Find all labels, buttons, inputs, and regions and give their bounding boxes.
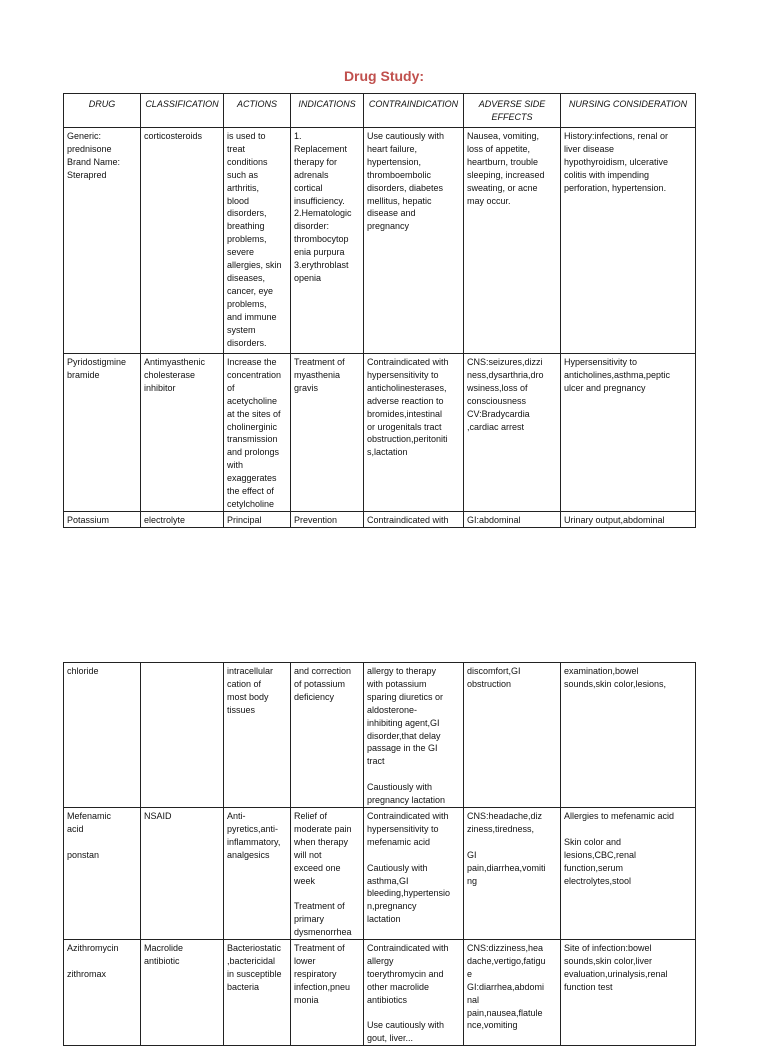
cell-drug: chloride xyxy=(64,663,141,808)
cell-nursing-consideration: Urinary output,abdominal xyxy=(561,511,696,527)
cell-drug: Azithromycin zithromax xyxy=(64,940,141,1046)
cell-actions: Increase the concentration of acetycholine at the sites of cholinerginic transmission and prolongs with exaggerates the effect of cetylcholine xyxy=(224,354,291,512)
cell-contraindication: Use cautiously with heart failure, hypertension, thromboembolic disorders, diabetes mellitus, hepatic disease and pregnancy xyxy=(364,128,464,354)
cell-actions: Bacteriostatic ,bactericidal in susceptible bacteria xyxy=(224,940,291,1046)
cell-actions: intracellular cation of most body tissues xyxy=(224,663,291,808)
page-title: Drug Study: xyxy=(343,68,425,84)
table-row xyxy=(64,511,696,527)
cell-nursing-consideration: Site of infection:bowel sounds,skin color,liver evaluation,urinalysis,renal function test xyxy=(561,940,696,1046)
table-row xyxy=(64,940,696,1046)
cell-contraindication: Contraindicated with hypersensitivity to mefenamic acid Cautiously with asthma,GI bleeding,hypertensio n,pregnancy lactation xyxy=(364,807,464,939)
table-header-row xyxy=(64,94,696,128)
cell-contraindication: Contraindicated with allergy toerythromycin and other macrolide antibiotics Use cautiously with gout, liver... xyxy=(364,940,464,1046)
cell-adverse-effects: discomfort,GI obstruction xyxy=(464,663,561,808)
cell-adverse-effects: CNS:headache,diz ziness,tiredness, GI pain,diarrhea,vomiti ng xyxy=(464,807,561,939)
header-nursing-consideration: NURSING CONSIDERATION xyxy=(561,94,696,128)
table-row xyxy=(64,128,696,354)
cell-indications: 1. Replacement therapy for adrenals cortical insufficiency. 2.Hematologic disorder: thrombocytop enia purpura 3.erythroblast openia xyxy=(291,128,364,354)
cell-indications: and correction of potassium deficiency xyxy=(291,663,364,808)
cell-adverse-effects: Nausea, vomiting, loss of appetite, heartburn, trouble sleeping, increased sweating, or acne may occur. xyxy=(464,128,561,354)
cell-classification: NSAID xyxy=(141,807,224,939)
header-actions: ACTIONS xyxy=(224,94,291,128)
cell-classification: electrolyte xyxy=(141,511,224,527)
header-adverse-side-effects: ADVERSE SIDE EFFECTS xyxy=(464,94,561,128)
cell-indications: Prevention xyxy=(291,511,364,527)
table-row xyxy=(64,354,696,512)
drug-table-page-1 xyxy=(63,93,696,528)
drug-table-page-2 xyxy=(63,662,696,1046)
table-row xyxy=(64,807,696,939)
cell-actions: Principal xyxy=(224,511,291,527)
cell-contraindication: allergy to therapy with potassium sparing diuretics or aldosterone- inhibiting agent,GI disorder,that delay passage in the GI tract Caustiously with pregnancy lactation xyxy=(364,663,464,808)
cell-contraindication: Contraindicated with xyxy=(364,511,464,527)
cell-actions: Anti- pyretics,anti- inflammatory, analgesics xyxy=(224,807,291,939)
cell-nursing-consideration: Allergies to mefenamic acid Skin color and lesions,CBC,renal function,serum electrolytes,stool xyxy=(561,807,696,939)
cell-classification: Antimyasthenic cholesterase inhibitor xyxy=(141,354,224,512)
cell-indications: Treatment of myasthenia gravis xyxy=(291,354,364,512)
cell-nursing-consideration: examination,bowel sounds,skin color,lesions, xyxy=(561,663,696,808)
cell-indications: Relief of moderate pain when therapy will not exceed one week Treatment of primary dysmenorrhea xyxy=(291,807,364,939)
header-drug: DRUG xyxy=(64,94,141,128)
cell-classification: corticosteroids xyxy=(141,128,224,354)
cell-drug: Pyridostigmine bramide xyxy=(64,354,141,512)
cell-classification: Macrolide antibiotic xyxy=(141,940,224,1046)
cell-drug: Potassium xyxy=(64,511,141,527)
cell-drug: Mefenamic acid ponstan xyxy=(64,807,141,939)
table-row xyxy=(64,663,696,808)
cell-classification xyxy=(141,663,224,808)
cell-indications: Treatment of lower respiratory infection,pneu monia xyxy=(291,940,364,1046)
header-classification: CLASSIFICATION xyxy=(141,94,224,128)
header-indications: INDICATIONS xyxy=(291,94,364,128)
cell-nursing-consideration: Hypersensitivity to anticholines,asthma,peptic ulcer and pregnancy xyxy=(561,354,696,512)
cell-actions: is used to treat conditions such as arthritis, blood disorders, breathing problems, severe allergies, skin diseases, cancer, eye problems, and immune system disorders. xyxy=(224,128,291,354)
cell-adverse-effects: GI:abdominal xyxy=(464,511,561,527)
cell-drug: Generic: prednisone Brand Name: Sterapred xyxy=(64,128,141,354)
cell-nursing-consideration: History:infections, renal or liver disease hypothyroidism, ulcerative colitis with impending perforation, hypertension. xyxy=(561,128,696,354)
header-contraindication: CONTRAINDICATION xyxy=(364,94,464,128)
cell-adverse-effects: CNS:dizziness,hea dache,vertigo,fatigu e GI:diarrhea,abdomi nal pain,nausea,flatule nce,vomiting xyxy=(464,940,561,1046)
cell-adverse-effects: CNS:seizures,dizzi ness,dysarthria,dro wsiness,loss of consciousness CV:Bradycardia ,cardiac arrest xyxy=(464,354,561,512)
cell-contraindication: Contraindicated with hypersensitivity to anticholinesterases, adverse reaction to bromides,intestinal or urogenitals tract obstruction,peritoniti s,lactation xyxy=(364,354,464,512)
